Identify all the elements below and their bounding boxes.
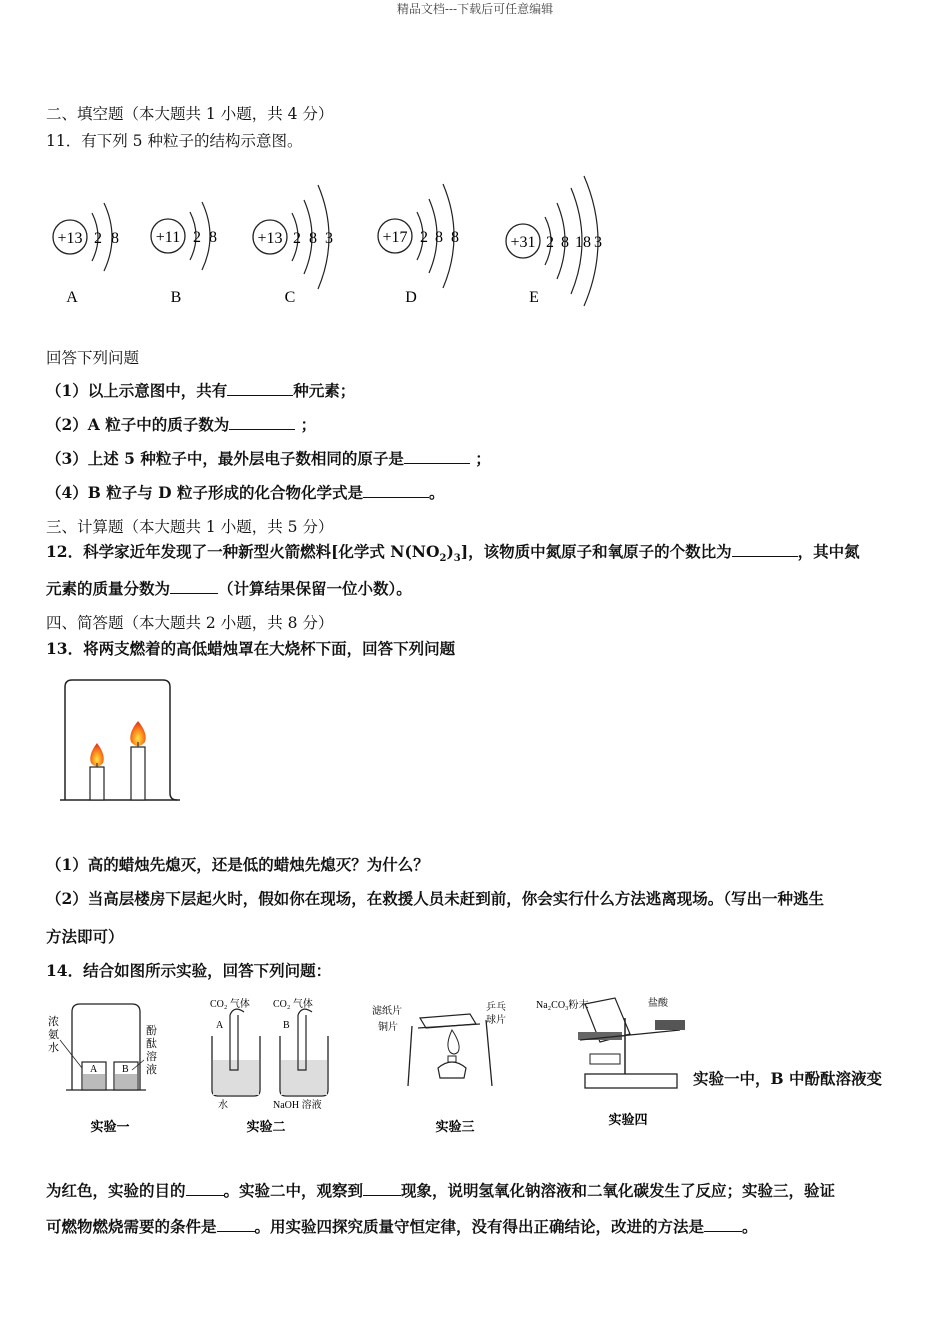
- atom-d-shell3: 8: [451, 229, 459, 246]
- atom-c-label: C: [284, 289, 296, 306]
- exp1-left-label-3: 水: [48, 1042, 59, 1054]
- answer-blank[interactable]: [363, 1181, 401, 1196]
- atom-d-nucleus: +17: [382, 229, 408, 246]
- svg-text:A: A: [216, 1020, 224, 1031]
- svg-text:溶: 溶: [146, 1051, 157, 1063]
- atom-e: [506, 176, 602, 306]
- exp1-caption: 实验一: [90, 1119, 130, 1134]
- q11-sub2: （2）A 粒子中的质子数为 ；: [46, 415, 317, 434]
- exp4-na2co3: Na₂CO₃粉末: [536, 1000, 589, 1011]
- q11-sub3: （3）上述 5 种粒子中，最外层电子数相同的原子是 ；: [46, 449, 491, 468]
- atom-a-shell1: 2: [94, 230, 102, 247]
- q14-stem: 14．结合如图所示实验，回答下列问题：: [46, 961, 332, 980]
- answer-blank[interactable]: [732, 542, 798, 557]
- svg-text:B: B: [122, 1064, 129, 1075]
- exp4-hcl: 盐酸: [648, 998, 668, 1009]
- exp3-copper: 铜片: [378, 1022, 398, 1033]
- experiment-figures: [40, 990, 700, 1140]
- q13-sub1: （1）高的蜡烛先熄灭，还是低的蜡烛先熄灭？为什么？: [46, 855, 429, 874]
- experiment-2: [210, 997, 328, 1134]
- svg-text:酚: 酚: [146, 1025, 157, 1037]
- svg-text:酞: 酞: [146, 1038, 157, 1050]
- exp3-filter: 滤纸片: [372, 1006, 402, 1017]
- atom-a-label: A: [66, 289, 78, 306]
- exp2-gas-a: CO₂ 气体: [210, 999, 250, 1010]
- q11-stem: 11．有下列 5 种粒子的结构示意图。: [46, 132, 303, 150]
- svg-text:球片: 球片: [486, 1015, 506, 1026]
- atom-a-shell2: 8: [111, 230, 119, 247]
- answer-blank[interactable]: [217, 1217, 255, 1232]
- atom-c-nucleus: +13: [257, 230, 283, 247]
- answer-blank[interactable]: [227, 381, 293, 396]
- atom-d-label: D: [405, 289, 417, 306]
- q13-sub2-line1: （2）当高层楼房下层起火时，假如你在现场，在救援人员未赶到前，你会实行什么方法逃离现场。（写出一种逃生: [46, 889, 825, 908]
- experiment-3: [372, 1000, 506, 1134]
- exp2-water: 水: [218, 1100, 228, 1111]
- answer-blank[interactable]: [704, 1217, 742, 1232]
- atom-e-shell1: 2: [546, 234, 554, 251]
- q13-stem: 13．将两支燃着的高低蜡烛罩在大烧杯下面，回答下列问题: [46, 639, 456, 658]
- beaker-outline: [65, 680, 177, 800]
- atom-b-shell1: 2: [193, 229, 201, 246]
- answer-blank[interactable]: [229, 415, 295, 430]
- svg-text:A: A: [90, 1064, 98, 1075]
- experiment-1: [48, 1004, 157, 1134]
- atom-e-shell2: 8: [561, 234, 569, 251]
- svg-text:乒乓: 乒乓: [486, 1002, 506, 1013]
- atom-e-shell3: 18: [575, 234, 591, 251]
- section3-title: 三、计算题（本大题共 1 小题，共 5 分）: [46, 518, 334, 536]
- atom-c-shell2: 8: [309, 230, 317, 247]
- answer-blank[interactable]: [170, 579, 218, 594]
- atom-a: [53, 203, 119, 306]
- answer-blank[interactable]: [404, 449, 470, 464]
- section4-title: 四、简答题（本大题共 2 小题，共 8 分）: [46, 614, 334, 632]
- atom-b-label: B: [170, 289, 182, 306]
- q14-line3: 可燃物燃烧需要的条件是 。用实验四探究质量守恒定律，没有得出正确结论，改进的方法是 。: [46, 1217, 758, 1236]
- atom-e-nucleus: +31: [510, 234, 536, 251]
- exp2-gas-b: CO₂ 气体: [273, 999, 313, 1010]
- experiment-4: [536, 996, 685, 1127]
- atom-diagrams: [0, 170, 640, 320]
- exp1-left-label-2: 氨: [48, 1029, 59, 1041]
- svg-text:B: B: [283, 1020, 290, 1031]
- svg-text:液: 液: [146, 1064, 157, 1076]
- atom-a-nucleus: +13: [57, 230, 83, 247]
- atom-d-shell2: 8: [435, 229, 443, 246]
- atom-e-shell4: 3: [594, 234, 602, 251]
- q14-line2: 为红色，实验的目的 。实验二中，观察到 现象，说明氢氧化钠溶液和二氧化碳发生了反应；实验三，验证: [46, 1181, 836, 1200]
- q13-sub2-line2: 方法即可）: [46, 927, 124, 946]
- atom-b-nucleus: +11: [155, 229, 181, 246]
- atom-d: [378, 184, 459, 306]
- atom-b: [151, 202, 217, 306]
- q14-tail: 实验一中，B 中酚酞溶液变: [693, 1069, 882, 1088]
- q12-line1: 12．科学家近年发现了一种新型火箭燃料[化学式 $N(NO_2)_3$]，该物质中氮原子和氧原子的个数比为 ，其中氮: [46, 542, 860, 565]
- low-candle: [90, 767, 104, 800]
- page-header: 精品文档---下载后可任意编辑: [396, 2, 554, 16]
- atom-c-shell3: 3: [325, 230, 333, 247]
- q11-sub1: （1）以上示意图中，共有 种元素；: [46, 381, 356, 400]
- atom-d-shell1: 2: [420, 229, 428, 246]
- section2-title: 二、填空题（本大题共 1 小题，共 4 分）: [46, 105, 334, 123]
- tall-candle: [131, 747, 145, 800]
- q11-sub4: （4）B 粒子与 D 粒子形成的化合物化学式是 。: [46, 483, 445, 502]
- exp2-naoh: NaOH 溶液: [273, 1100, 322, 1111]
- answer-blank[interactable]: [363, 483, 429, 498]
- exp4-caption: 实验四: [608, 1112, 648, 1127]
- atom-c: [253, 185, 333, 306]
- exp1-left-label-1: 浓: [48, 1016, 59, 1028]
- q12-line2: 元素的质量分数为 （计算结果保留一位小数）。: [46, 579, 412, 598]
- exp2-caption: 实验二: [246, 1119, 286, 1134]
- atom-c-shell1: 2: [293, 230, 301, 247]
- low-candle-flame: [90, 743, 104, 767]
- answer-blank[interactable]: [186, 1181, 224, 1196]
- atom-b-shell2: 8: [209, 229, 217, 246]
- atom-e-label: E: [529, 289, 539, 306]
- q11-answer-intro: 回答下列问题: [46, 349, 140, 367]
- candle-beaker-figure: [55, 675, 185, 810]
- exp3-caption: 实验三: [435, 1119, 475, 1134]
